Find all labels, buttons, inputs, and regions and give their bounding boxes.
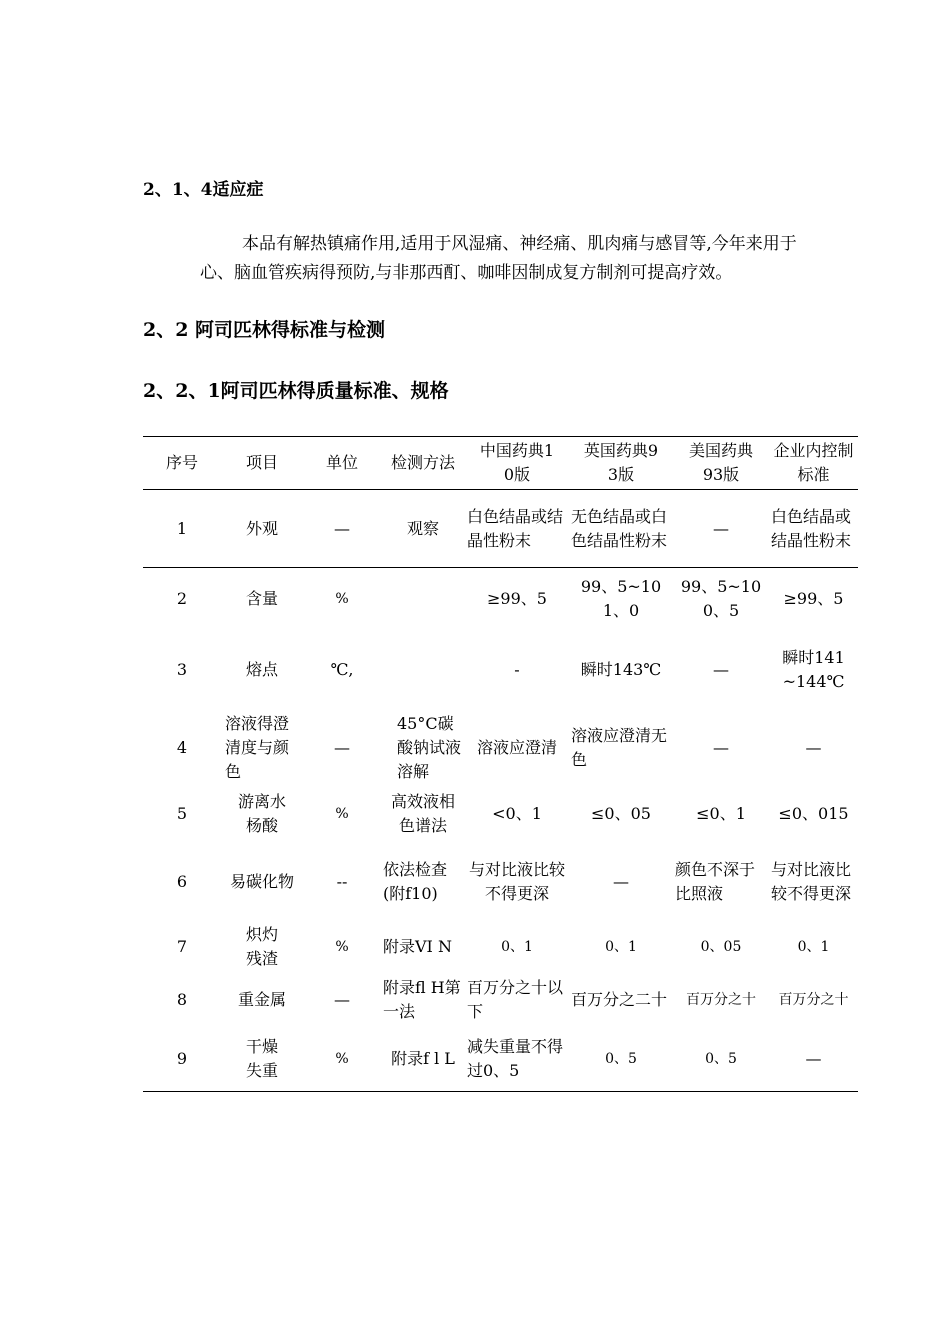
- table-cell: —: [334, 518, 350, 538]
- table-cell: 0、1: [501, 938, 533, 955]
- table-cell: 重金属: [237, 989, 286, 1009]
- quality-standards-table: [143, 436, 858, 1092]
- section-heading-indications: 2、1、4适应症: [143, 180, 264, 200]
- table-cell: ℃,: [330, 659, 354, 679]
- table-cell: 0、1: [797, 938, 830, 955]
- table-cell: -: [514, 659, 520, 679]
- table-cell: 45°C碳酸钠试液溶解: [397, 713, 462, 781]
- header-cell: 企业内控制标准: [773, 441, 854, 484]
- table-cell: 易碳化物: [229, 871, 294, 891]
- table-row: [143, 786, 858, 842]
- table-cell: 颜色不深于比照液: [675, 859, 756, 903]
- table-row: [143, 972, 858, 1028]
- table-cell: --: [336, 871, 348, 891]
- table-cell: ≤0、05: [591, 803, 651, 823]
- section-heading-quality: 2、2、1阿司匹林得质量标准、规格: [143, 380, 449, 402]
- table-cell: —: [805, 737, 822, 757]
- table-cell: 0、05: [700, 938, 742, 955]
- table-cell: 99、5~101、0: [580, 576, 662, 620]
- header-cell: 项目: [245, 453, 278, 472]
- header-cell: 中国药典10版: [479, 441, 555, 484]
- table-cell: 干燥失重: [245, 1037, 278, 1081]
- table-cell: 百万分之十: [778, 991, 849, 1008]
- table-cell: 外观: [245, 518, 278, 538]
- table-row: [143, 710, 858, 786]
- table-cell: 6: [176, 871, 188, 891]
- table-cell: 5: [176, 803, 188, 823]
- table-cell: —: [334, 989, 350, 1009]
- table-cell: [381, 630, 465, 710]
- table-cell: 0、5: [705, 1051, 737, 1068]
- header-cell: 英国药典93版: [583, 441, 659, 484]
- table-cell: 0、1: [605, 938, 637, 955]
- table-cell: —: [713, 518, 729, 538]
- table-cell: 白色结晶或结晶性粉末: [771, 506, 852, 550]
- table-cell: 99、5~100、5: [680, 576, 762, 620]
- table-cell: %: [335, 590, 349, 607]
- table-cell: 与对比液比较不得更深: [468, 859, 565, 903]
- header-cell: 检测方法: [390, 453, 455, 472]
- table-cell: ≥99、5: [783, 588, 844, 608]
- table-cell: 依法检查(附f10): [383, 859, 448, 903]
- header-cell: 美国药典93版: [688, 441, 753, 484]
- table-cell: 溶液应澄清无色: [571, 725, 668, 769]
- section-heading-standards: 2、2 阿司匹林得标准与检测: [143, 319, 386, 341]
- table-cell: —: [613, 871, 629, 891]
- table-cell: 含量: [245, 588, 278, 608]
- table-cell: ≤0、1: [696, 803, 746, 823]
- table-cell: ≤0、015: [778, 803, 849, 823]
- table-cell: %: [335, 805, 349, 822]
- table-row: [143, 568, 858, 630]
- table-cell: —: [334, 737, 350, 757]
- table-row: [143, 630, 858, 710]
- table-cell: 4: [176, 737, 188, 757]
- table-cell: 溶液得澄清度与颜色: [225, 713, 290, 781]
- table-cell: —: [713, 737, 729, 757]
- table-cell: 百万分之二十: [571, 989, 668, 1009]
- table-cell: —: [805, 1049, 822, 1069]
- header-cell: 序号: [165, 453, 198, 472]
- table-row: [143, 1028, 858, 1092]
- table-cell: 百万分之十以下: [467, 977, 564, 1021]
- table-cell: 熔点: [245, 659, 278, 679]
- table-row: [143, 922, 858, 972]
- table-cell: 3: [176, 659, 188, 679]
- table-row: [143, 842, 858, 922]
- table-cell: ≥99、5: [487, 588, 547, 608]
- table-cell: 8: [176, 989, 188, 1009]
- table-cell: %: [335, 938, 349, 955]
- table-cell: 白色结晶或结晶性粉末: [467, 506, 564, 550]
- table-cell: 溶液应澄清: [476, 737, 557, 757]
- table-cell: 高效液相色谱法: [390, 791, 455, 835]
- table-cell: —: [713, 659, 729, 679]
- table-cell: 附录VI N: [383, 936, 452, 956]
- table-cell: 附录f l L: [391, 1049, 455, 1069]
- table-cell: 游离水杨酸: [237, 791, 286, 835]
- table-cell: 无色结晶或白色结晶性粉末: [571, 506, 668, 550]
- table-header-row: [143, 437, 858, 490]
- indications-text: 本品有解热镇痛作用,适用于风湿痛、神经痛、肌肉痛与感冒等,今年来用于心、脑血管疾病得预防,与非那西酊、咖啡因制成复方制剂可提高疗效。: [200, 234, 797, 283]
- table-cell: 炽灼残渣: [245, 924, 278, 968]
- table-cell: 减失重量不得过0、5: [467, 1037, 564, 1081]
- table-cell: 百万分之十: [686, 991, 756, 1008]
- table-cell: 2: [176, 588, 188, 608]
- table-cell: 0、5: [605, 1051, 637, 1068]
- table-cell: %: [335, 1051, 349, 1068]
- table-cell: [381, 568, 465, 630]
- table-cell: 附录fl H第一法: [383, 977, 461, 1021]
- table-row: [143, 490, 858, 568]
- table-cell: 7: [176, 936, 188, 956]
- table-cell: 1: [176, 518, 188, 538]
- table-cell: 9: [176, 1049, 188, 1069]
- table-cell: 瞬时141~144℃: [782, 647, 845, 691]
- header-cell: 单位: [325, 453, 358, 472]
- indications-paragraph: [200, 230, 820, 288]
- table-cell: 瞬时143℃: [580, 659, 662, 679]
- table-cell: 与对比液比较不得更深: [771, 859, 852, 903]
- table-cell: <0、1: [492, 803, 542, 823]
- table-cell: 观察: [406, 518, 439, 538]
